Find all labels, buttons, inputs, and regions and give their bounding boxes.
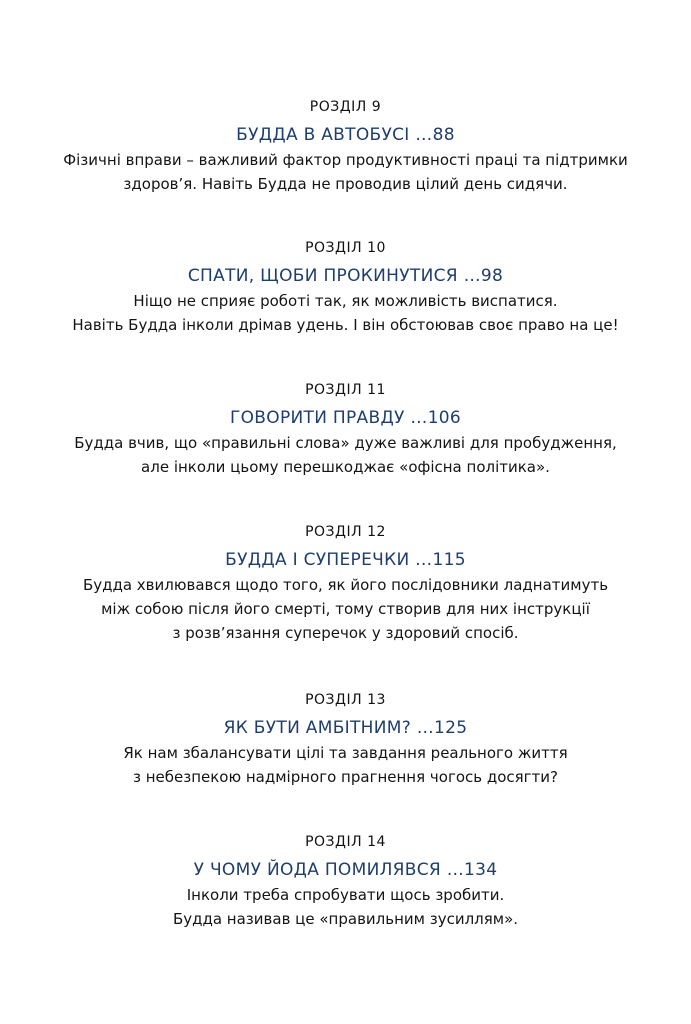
- chapter-description: [0, 148, 691, 196]
- chapter-title-link[interactable]: ЯК БУТИ АМБІТНИМ? …125: [223, 718, 468, 738]
- description-line: Будда хвилювався щодо того, як його послідовники ладнатимуть: [82, 576, 609, 594]
- chapter-label: РОЗДІЛ 10: [305, 240, 386, 256]
- chapter-title-link[interactable]: БУДДА В АВТОБУСІ …88: [236, 125, 455, 145]
- chapter-label: РОЗДІЛ 9: [309, 99, 382, 115]
- chapter-label: РОЗДІЛ 12: [305, 524, 386, 540]
- chapter-9: [0, 98, 691, 196]
- chapter-description: [0, 741, 691, 789]
- chapter-11: [0, 381, 691, 479]
- chapter-label: РОЗДІЛ 14: [305, 834, 386, 850]
- description-line: з розв’язання суперечок у здоровий спосіб.: [172, 624, 519, 642]
- chapter-description: [0, 883, 691, 931]
- chapter-label: РОЗДІЛ 13: [305, 692, 386, 708]
- description-line: Будда вчив, що «правильні слова» дуже важливі для пробудження,: [74, 434, 617, 452]
- chapter-12: [0, 523, 691, 645]
- description-line: здоров’я. Навіть Будда не проводив цілий день сидячи.: [123, 175, 568, 193]
- chapter-title-link[interactable]: СПАТИ, ЩОБИ ПРОКИНУТИСЯ …98: [187, 266, 504, 286]
- description-line: Фізичні вправи – важливий фактор продуктивності праці та підтримки: [63, 151, 628, 169]
- description-line: Інколи треба спробувати щось зробити.: [186, 886, 505, 904]
- chapter-13: [0, 691, 691, 789]
- description-line: з небезпекою надмірного прагнення чогось досягти?: [132, 768, 559, 786]
- chapter-title-link[interactable]: ГОВОРИТИ ПРАВДУ …106: [229, 408, 462, 428]
- description-line: Ніщо не сприяє роботі так, як можливість виспатися.: [133, 292, 558, 310]
- chapter-10: [0, 239, 691, 337]
- description-line: між собою після його смерті, тому створив для них інструкції: [101, 600, 590, 618]
- description-line: Як нам збалансувати цілі та завдання реального життя: [123, 744, 568, 762]
- chapter-14: [0, 833, 691, 931]
- chapter-description: [0, 289, 691, 337]
- chapter-description: [0, 431, 691, 479]
- description-line: але інколи цьому перешкоджає «офісна політика».: [141, 458, 550, 476]
- chapter-description: [0, 573, 691, 645]
- chapter-title-link[interactable]: У ЧОМУ ЙОДА ПОМИЛЯВСЯ …134: [193, 860, 498, 880]
- description-line: Будда називав це «правильним зусиллям».: [172, 910, 519, 928]
- description-line: Навіть Будда інколи дрімав удень. І він обстоював своє право на це!: [72, 316, 619, 334]
- chapter-title-link[interactable]: БУДДА І СУПЕРЕЧКИ …115: [225, 550, 466, 570]
- chapter-label: РОЗДІЛ 11: [305, 382, 386, 398]
